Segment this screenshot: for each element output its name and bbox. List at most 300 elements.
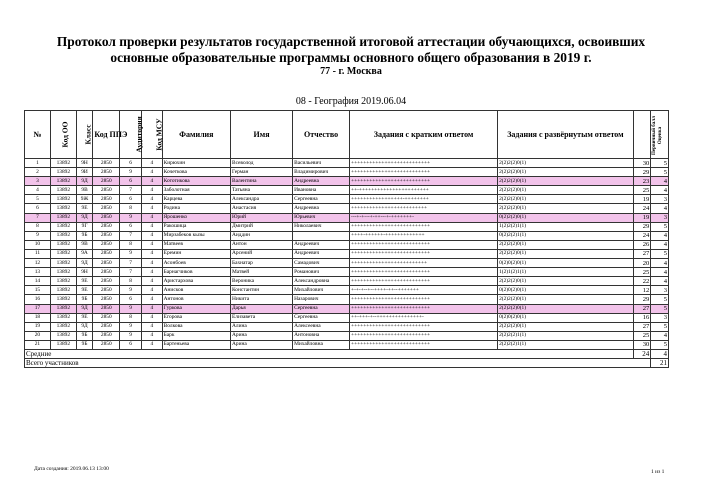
cell-oo: 13892	[50, 340, 76, 349]
cell-first-name: Александра	[230, 195, 292, 204]
table-row	[25, 177, 669, 186]
cell-aud: 8	[120, 313, 142, 322]
cell-num: 6	[25, 204, 51, 213]
cell-oo: 13892	[50, 159, 76, 168]
table-row	[25, 322, 669, 331]
cell-oo: 13892	[50, 204, 76, 213]
cell-first-name: Елизавета	[230, 313, 292, 322]
col-oo: Код ОО	[50, 111, 76, 159]
cell-grade: 3	[651, 313, 669, 322]
cell-first-name: Бахнатар	[230, 259, 292, 268]
cell-aud: 9	[120, 249, 142, 258]
cell-middle-name: Васильевич	[293, 159, 350, 168]
cell-msu: 4	[141, 204, 162, 213]
cell-primary-score: 29	[633, 222, 651, 231]
cell-short-answers: ++++-++++++-+++++++++++++	[350, 231, 498, 240]
cell-ppe: 2850	[93, 240, 120, 249]
cell-primary-score: 29	[633, 295, 651, 304]
cell-first-name: Константин	[230, 286, 292, 295]
cell-oo: 13892	[50, 304, 76, 313]
cell-long-answers: 2(2)2(2)0(1)	[498, 240, 634, 249]
cell-num: 17	[25, 304, 51, 313]
col-msu: Код МСУ	[141, 111, 162, 159]
cell-long-answers: 2(2)2(2)0(1)	[498, 277, 634, 286]
cell-short-answers: ++-+++-+--+++++++++++++++-	[350, 313, 498, 322]
cell-first-name: Аиддин	[230, 231, 292, 240]
cell-last-name: Ярошенко	[162, 213, 230, 222]
cell-ppe: 2850	[93, 213, 120, 222]
cell-num: 10	[25, 240, 51, 249]
cell-grade: 5	[651, 159, 669, 168]
cell-middle-name: Александровна	[293, 277, 350, 286]
cell-grade: 5	[651, 249, 669, 258]
cell-short-answers: ++++++++++++++++++++++++++	[350, 249, 498, 258]
cell-grade: 3	[651, 195, 669, 204]
cell-last-name: Заболотная	[162, 186, 230, 195]
cell-num: 9	[25, 231, 51, 240]
col-ppe: Код ППЭ	[93, 111, 120, 159]
col-primary-score: Первичный балл	[633, 111, 651, 159]
cell-long-answers: 0(2)0(2)0(1)	[498, 259, 634, 268]
cell-last-name: Карцева	[162, 195, 230, 204]
cell-grade: 4	[651, 177, 669, 186]
cell-short-answers: ---+-+---+-++---+-+++++++-	[350, 213, 498, 222]
cell-primary-score: 27	[633, 304, 651, 313]
cell-short-answers: ++++++++++++++++++++++++++	[350, 159, 498, 168]
cell-short-answers: ++-+++++++++++++++++++++++	[350, 186, 498, 195]
cell-grade: 3	[651, 286, 669, 295]
cell-grade: 5	[651, 304, 669, 313]
cell-ppe: 2850	[93, 168, 120, 177]
table-row	[25, 331, 669, 340]
cell-class: 9И	[76, 168, 93, 177]
cell-first-name: Герман	[230, 168, 292, 177]
average-label: Средние	[25, 349, 634, 358]
cell-ppe: 2850	[93, 268, 120, 277]
cell-last-name: Бартеньева	[162, 340, 230, 349]
cell-short-answers: ++++++++++++++++++++++++++	[350, 268, 498, 277]
cell-last-name: Матвеев	[162, 240, 230, 249]
cell-primary-score: 23	[633, 177, 651, 186]
cell-first-name: Анастасия	[230, 204, 292, 213]
cell-primary-score: 19	[633, 213, 651, 222]
table-row	[25, 213, 669, 222]
cell-last-name: Барнагчиков	[162, 268, 230, 277]
cell-long-answers: 2(2)2(2)1(1)	[498, 340, 634, 349]
cell-long-answers: 2(2)2(2)0(1)	[498, 249, 634, 258]
cell-num: 7	[25, 213, 51, 222]
cell-short-answers: +-+-+--+--++++-++--+++++++	[350, 286, 498, 295]
cell-first-name: Алина	[230, 322, 292, 331]
cell-primary-score: 24	[633, 204, 651, 213]
cell-grade: 4	[651, 231, 669, 240]
cell-middle-name: Андреевич	[293, 240, 350, 249]
cell-msu: 4	[141, 268, 162, 277]
cell-aud: 8	[120, 240, 142, 249]
cell-last-name: Мирзабеков кызы	[162, 231, 230, 240]
cell-first-name: Никита	[230, 295, 292, 304]
cell-class: 9Б	[76, 231, 93, 240]
cell-long-answers: 2(2)2(2)0(1)	[498, 322, 634, 331]
total-label: Всего участников	[25, 359, 651, 368]
cell-first-name: Всеволод	[230, 159, 292, 168]
cell-oo: 13892	[50, 213, 76, 222]
cell-primary-score: 29	[633, 168, 651, 177]
cell-msu: 4	[141, 286, 162, 295]
cell-primary-score: 25	[633, 331, 651, 340]
cell-msu: 4	[141, 231, 162, 240]
table-row	[25, 313, 669, 322]
cell-msu: 4	[141, 240, 162, 249]
cell-long-answers: 0(2)2(2)0(1)	[498, 213, 634, 222]
cell-ppe: 2850	[93, 186, 120, 195]
cell-grade: 4	[651, 186, 669, 195]
cell-middle-name: Андреевна	[293, 204, 350, 213]
cell-middle-name: Юрьевич	[293, 213, 350, 222]
cell-first-name: Арсений	[230, 249, 292, 258]
cell-msu: 4	[141, 186, 162, 195]
cell-class: 9Е	[76, 204, 93, 213]
cell-middle-name: Самадович	[293, 259, 350, 268]
cell-middle-name: Ивановна	[293, 186, 350, 195]
cell-oo: 13892	[50, 295, 76, 304]
cell-first-name: Вероника	[230, 277, 292, 286]
cell-ppe: 2850	[93, 340, 120, 349]
cell-aud: 6	[120, 159, 142, 168]
average-grade: 4	[651, 349, 669, 358]
cell-num: 11	[25, 249, 51, 258]
cell-primary-score: 22	[633, 277, 651, 286]
cell-oo: 13892	[50, 186, 76, 195]
protocol-title	[40, 34, 662, 78]
cell-primary-score: 16	[633, 313, 651, 322]
cell-last-name: Антонов	[162, 295, 230, 304]
table-row	[25, 340, 669, 349]
average-row	[25, 349, 669, 358]
cell-msu: 4	[141, 313, 162, 322]
cell-grade: 4	[651, 277, 669, 286]
cell-primary-score: 27	[633, 322, 651, 331]
cell-ppe: 2850	[93, 322, 120, 331]
cell-long-answers: 1(2)1(2)1(1)	[498, 268, 634, 277]
cell-oo: 13892	[50, 231, 76, 240]
cell-aud: 7	[120, 259, 142, 268]
cell-middle-name: Владимирович	[293, 168, 350, 177]
col-short-answers: Задания с кратким ответом	[350, 111, 498, 159]
cell-short-answers: ++++++++++++++++++++++++++	[350, 240, 498, 249]
cell-num: 3	[25, 177, 51, 186]
col-long-answers: Задания с развёрнутым ответом	[498, 111, 634, 159]
cell-msu: 4	[141, 277, 162, 286]
cell-ppe: 2850	[93, 313, 120, 322]
table-row	[25, 286, 669, 295]
cell-class: 9Н	[76, 159, 93, 168]
cell-msu: 4	[141, 304, 162, 313]
cell-oo: 13892	[50, 259, 76, 268]
cell-primary-score: 20	[633, 259, 651, 268]
cell-first-name: Дарья	[230, 304, 292, 313]
cell-grade: 4	[651, 204, 669, 213]
cell-msu: 4	[141, 249, 162, 258]
region-label: 77 - г. Москва	[320, 66, 382, 77]
cell-num: 13	[25, 268, 51, 277]
cell-aud: 6	[120, 340, 142, 349]
cell-last-name: Кирюхин	[162, 159, 230, 168]
cell-primary-score: 27	[633, 249, 651, 258]
cell-short-answers: +++++++++++++++++++++++++	[350, 259, 498, 268]
cell-last-name: Анисков	[162, 286, 230, 295]
cell-long-answers: 2(2)2(2)0(1)	[498, 195, 634, 204]
cell-aud: 7	[120, 231, 142, 240]
cell-long-answers: 2(2)2(2)0(1)	[498, 168, 634, 177]
cell-primary-score: 19	[633, 195, 651, 204]
cell-aud: 6	[120, 222, 142, 231]
cell-aud: 9	[120, 322, 142, 331]
table-row	[25, 277, 669, 286]
cell-first-name: Арина	[230, 340, 292, 349]
results-table	[24, 110, 669, 368]
cell-long-answers: 0(2)0(2)0(1)	[498, 286, 634, 295]
cell-ppe: 2850	[93, 331, 120, 340]
title-line-1: Протокол проверки результатов государственной итоговой аттестации обучающихся, освоивших	[56, 34, 646, 49]
cell-ppe: 2850	[93, 231, 120, 240]
cell-class: 9В	[76, 186, 93, 195]
cell-short-answers: ++++++++++++++++++++++++++	[350, 322, 498, 331]
table-row	[25, 249, 669, 258]
cell-last-name: Асонбоев	[162, 259, 230, 268]
cell-class: 9Е	[76, 313, 93, 322]
average-score: 24	[633, 349, 651, 358]
table-row	[25, 195, 669, 204]
cell-middle-name: Алексеевна	[293, 322, 350, 331]
cell-first-name: Матвей	[230, 268, 292, 277]
cell-long-answers: 2(2)2(2)0(1)	[498, 186, 634, 195]
table-row	[25, 231, 669, 240]
cell-oo: 13892	[50, 331, 76, 340]
cell-num: 2	[25, 168, 51, 177]
cell-num: 15	[25, 286, 51, 295]
cell-short-answers: +++++++++++++++++++++++++	[350, 204, 498, 213]
cell-msu: 4	[141, 195, 162, 204]
cell-long-answers: 2(2)2(2)0(1)	[498, 295, 634, 304]
table-row	[25, 222, 669, 231]
cell-class: 9Г	[76, 222, 93, 231]
table-row	[25, 295, 669, 304]
cell-aud: 9	[120, 168, 142, 177]
cell-first-name: Дмитрий	[230, 222, 292, 231]
total-count: 21	[651, 359, 669, 368]
cell-msu: 4	[141, 259, 162, 268]
cell-aud: 6	[120, 177, 142, 186]
cell-oo: 13892	[50, 277, 76, 286]
cell-ppe: 2850	[93, 295, 120, 304]
cell-class: 9Б	[76, 295, 93, 304]
cell-ppe: 2850	[93, 177, 120, 186]
subject-label: 08 - География 2019.06.04	[295, 96, 407, 107]
cell-ppe: 2850	[93, 159, 120, 168]
cell-middle-name: Сергеевна	[293, 313, 350, 322]
cell-short-answers: ++++++++++++++++++++++++++	[350, 304, 498, 313]
total-row	[25, 359, 669, 368]
col-grade: Оценка	[651, 111, 669, 159]
cell-last-name: Барк	[162, 331, 230, 340]
cell-middle-name: Назарович	[293, 295, 350, 304]
cell-ppe: 2850	[93, 259, 120, 268]
cell-first-name: Арина	[230, 331, 292, 340]
cell-first-name: Юрий	[230, 213, 292, 222]
col-aud: Аудитория	[120, 111, 142, 159]
cell-oo: 13892	[50, 286, 76, 295]
cell-class: 9Н	[76, 268, 93, 277]
cell-aud: 9	[120, 304, 142, 313]
creation-date: Дата создания: 2019.06.13 13:00	[34, 466, 109, 472]
cell-ppe: 2850	[93, 249, 120, 258]
cell-grade: 5	[651, 295, 669, 304]
cell-ppe: 2850	[93, 304, 120, 313]
cell-short-answers: ++++++++++++++++++++++++++	[350, 340, 498, 349]
cell-grade: 4	[651, 268, 669, 277]
cell-num: 14	[25, 277, 51, 286]
cell-aud: 8	[120, 277, 142, 286]
cell-oo: 13892	[50, 240, 76, 249]
cell-msu: 4	[141, 213, 162, 222]
cell-class: 9Е	[76, 277, 93, 286]
cell-class: 9Д	[76, 304, 93, 313]
cell-middle-name: Николаевич	[293, 222, 350, 231]
cell-grade: 5	[651, 222, 669, 231]
cell-short-answers: ++++++++++++++++++++++++++	[350, 168, 498, 177]
cell-aud: 6	[120, 195, 142, 204]
cell-msu: 4	[141, 295, 162, 304]
cell-last-name: Волкова	[162, 322, 230, 331]
cell-long-answers: 2(2)2(2)0(1)	[498, 304, 634, 313]
cell-middle-name: Андреевич	[293, 249, 350, 258]
table-header-row	[25, 111, 669, 159]
cell-aud: 9	[120, 331, 142, 340]
cell-short-answers: ++++++++++++++++++++++++++	[350, 277, 498, 286]
title-line-2: основные образовательные программы основного общего образования в 2019 г.	[110, 50, 592, 65]
cell-last-name: Кототикова	[162, 177, 230, 186]
cell-msu: 4	[141, 340, 162, 349]
col-first-name: Имя	[230, 111, 292, 159]
cell-num: 5	[25, 195, 51, 204]
cell-short-answers: ++++++++++++++++++++++++++	[350, 295, 498, 304]
cell-primary-score: 12	[633, 286, 651, 295]
cell-middle-name: Михайловна	[293, 340, 350, 349]
cell-primary-score: 30	[633, 340, 651, 349]
cell-msu: 4	[141, 168, 162, 177]
col-last-name: Фамилия	[162, 111, 230, 159]
cell-first-name: Татьяна	[230, 186, 292, 195]
cell-middle-name: Михайлович	[293, 286, 350, 295]
cell-num: 16	[25, 295, 51, 304]
cell-grade: 3	[651, 213, 669, 222]
cell-middle-name: Сергеевна	[293, 304, 350, 313]
cell-class: 9Б	[76, 331, 93, 340]
cell-num: 18	[25, 313, 51, 322]
cell-long-answers: 2(2)2(2)1(1)	[498, 331, 634, 340]
page-number: 1 из 1	[651, 469, 665, 475]
table-row	[25, 268, 669, 277]
cell-class: 9Д	[76, 177, 93, 186]
cell-aud: 7	[120, 268, 142, 277]
cell-oo: 13892	[50, 195, 76, 204]
cell-primary-score: 25	[633, 268, 651, 277]
cell-long-answers: 2(2)2(2)0(1)	[498, 159, 634, 168]
cell-first-name: Валентина	[230, 177, 292, 186]
cell-num: 21	[25, 340, 51, 349]
cell-num: 8	[25, 222, 51, 231]
table-row	[25, 159, 669, 168]
cell-last-name: Гуркова	[162, 304, 230, 313]
cell-last-name: Родина	[162, 204, 230, 213]
cell-oo: 13892	[50, 322, 76, 331]
cell-last-name: Кочеткова	[162, 168, 230, 177]
table-row	[25, 204, 669, 213]
cell-ppe: 2850	[93, 204, 120, 213]
cell-long-answers: 1(2)2(2)1(1)	[498, 222, 634, 231]
cell-class: 9Ж	[76, 195, 93, 204]
cell-primary-score: 30	[633, 159, 651, 168]
cell-class: 9А	[76, 249, 93, 258]
cell-msu: 4	[141, 322, 162, 331]
cell-last-name: Егорова	[162, 313, 230, 322]
cell-num: 1	[25, 159, 51, 168]
cell-ppe: 2850	[93, 286, 120, 295]
cell-grade: 5	[651, 340, 669, 349]
cell-num: 20	[25, 331, 51, 340]
cell-class: 9Д	[76, 259, 93, 268]
cell-oo: 13892	[50, 313, 76, 322]
cell-class: 9Д	[76, 322, 93, 331]
cell-oo: 13892	[50, 222, 76, 231]
cell-primary-score: 24	[633, 231, 651, 240]
cell-msu: 4	[141, 159, 162, 168]
cell-msu: 4	[141, 331, 162, 340]
cell-ppe: 2850	[93, 277, 120, 286]
cell-oo: 13892	[50, 168, 76, 177]
cell-class: 9Д	[76, 213, 93, 222]
table-row	[25, 240, 669, 249]
cell-oo: 13892	[50, 177, 76, 186]
cell-aud: 8	[120, 204, 142, 213]
cell-aud: 9	[120, 213, 142, 222]
table-row	[25, 304, 669, 313]
cell-num: 4	[25, 186, 51, 195]
cell-class: 9Е	[76, 286, 93, 295]
cell-last-name: Аристархова	[162, 277, 230, 286]
cell-grade: 4	[651, 331, 669, 340]
cell-middle-name: Романович	[293, 268, 350, 277]
cell-grade: 5	[651, 322, 669, 331]
table-row	[25, 259, 669, 268]
cell-aud: 9	[120, 286, 142, 295]
cell-ppe: 2850	[93, 195, 120, 204]
cell-primary-score: 25	[633, 186, 651, 195]
cell-short-answers: ++++++++++++++++++++++++++	[350, 331, 498, 340]
cell-num: 19	[25, 322, 51, 331]
table-row	[25, 186, 669, 195]
cell-short-answers: ++++++++++++++++++++++++++	[350, 177, 498, 186]
cell-aud: 6	[120, 295, 142, 304]
cell-grade: 4	[651, 259, 669, 268]
cell-num: 12	[25, 259, 51, 268]
cell-long-answers: 2(2)2(2)0(1)	[498, 204, 634, 213]
cell-msu: 4	[141, 177, 162, 186]
table-row	[25, 168, 669, 177]
cell-class: 9Б	[76, 340, 93, 349]
cell-oo: 13892	[50, 268, 76, 277]
